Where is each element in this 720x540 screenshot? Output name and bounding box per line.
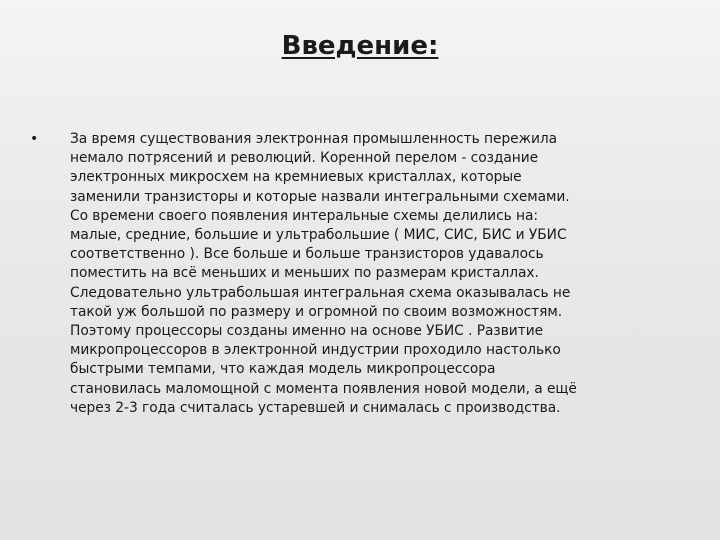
bullet-item <box>28 130 668 418</box>
paragraph-line: Поэтому процессоры созданы именно на основе УБИС . Развитие <box>70 323 544 340</box>
paragraph-line: заменили транзисторы и которые назвали интегральными схемами. <box>70 188 570 205</box>
bullet-paragraph <box>70 130 668 418</box>
paragraph-line: микропроцессоров в электронной индустрии проходило настолько <box>70 342 561 359</box>
bullet-marker: • <box>30 131 39 147</box>
bullet-list <box>28 130 668 418</box>
paragraph-line: быстрыми темпами, что каждая модель микропроцессора <box>70 361 496 378</box>
paragraph-line: становилась маломощной с момента появления новой модели, а ещё <box>70 380 577 397</box>
paragraph-line: За время существования электронная промышленность пережила <box>70 131 558 147</box>
paragraph-line: малые, средние, большие и ультрабольшие ( МИС, СИС, БИС и УБИС <box>70 227 567 244</box>
paragraph-line: Следовательно ультрабольшая интегральная схема оказывалась не <box>70 284 571 301</box>
paragraph-line: такой уж большой по размеру и огромной по своим возможностям. <box>70 303 563 320</box>
paragraph-line: электронных микросхем на кремниевых кристаллах, которые <box>70 169 522 186</box>
paragraph-line: Со времени своего появления интеральные схемы делились на: <box>70 207 539 224</box>
paragraph-line: через 2-3 года считалась устаревшей и снималась с производства. <box>70 399 561 416</box>
slide-title: Введение: <box>281 31 439 61</box>
paragraph-line: соответственно ). Все больше и больше транзисторов удавалось <box>70 246 544 263</box>
paragraph-line: немало потрясений и революций. Коренной перелом - создание <box>70 150 539 167</box>
paragraph-line: поместить на всё меньших и меньших по размерам кристаллах. <box>70 265 539 282</box>
